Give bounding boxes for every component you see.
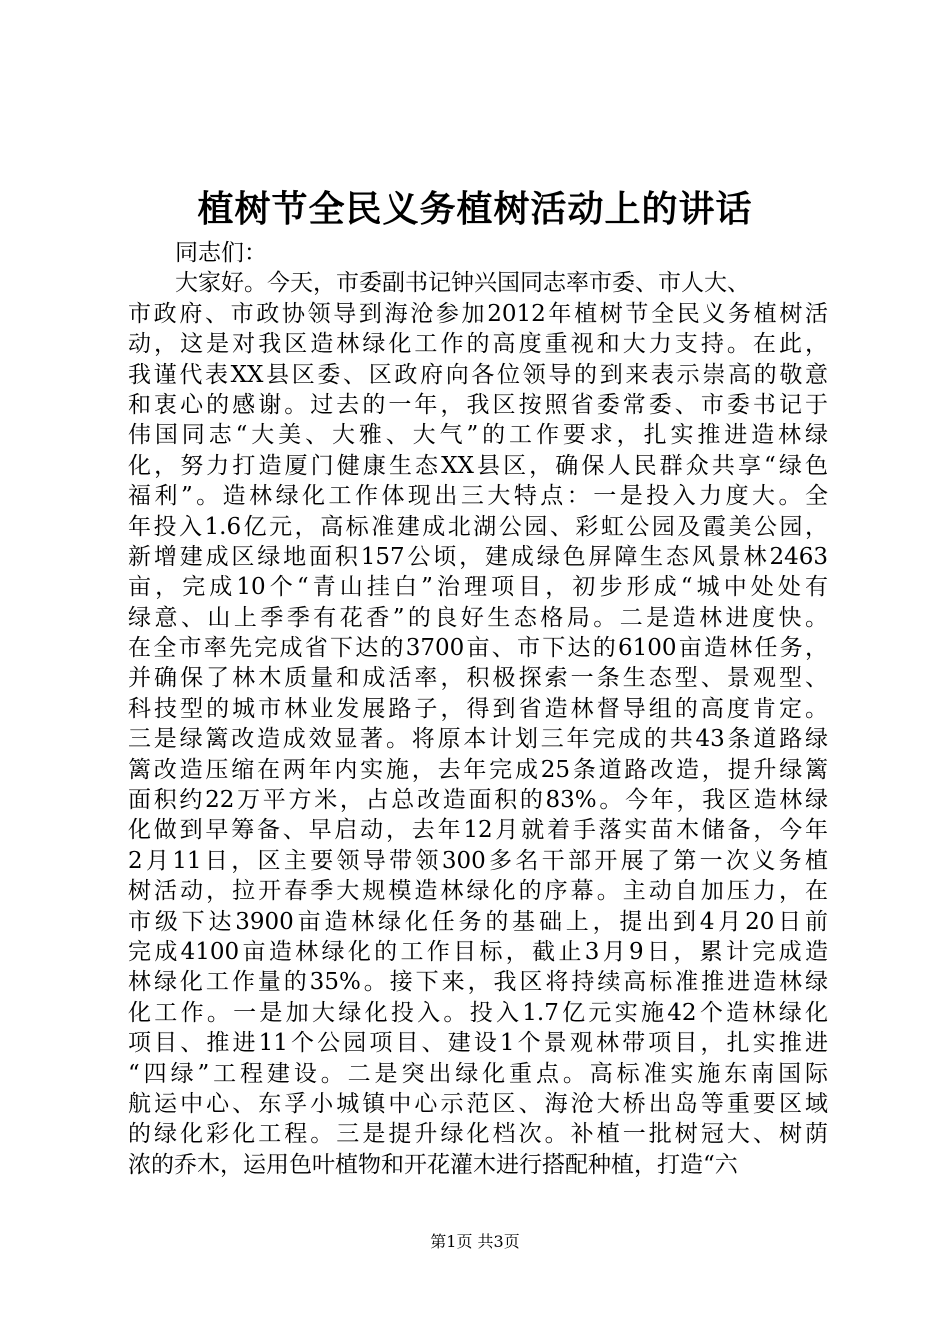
body-line: 2月11日，区主要领导带领300多名干部开展了第一次义务植 (128, 847, 828, 874)
body-line: 动，这是对我区造林绿化工作的高度重视和大力支持。在此， (128, 331, 828, 358)
body-line: 化工作。一是加大绿化投入。投入1.7亿元实施42个造林绿化 (128, 999, 828, 1026)
document-title: 植树节全民义务植树活动上的讲话 (197, 188, 753, 230)
body-line: 面积约22万平方米，占总改造面积的83%。今年，我区造林绿 (128, 787, 828, 814)
body-line: 航运中心、东孚小城镇中心示范区、海沧大桥出岛等重要区域 (128, 1090, 828, 1117)
body-line: 绿意、山上季季有花香”的良好生态格局。二是造林进度快。 (128, 604, 828, 631)
body-line: 福利”。造林绿化工作体现出三大特点：一是投入力度大。全 (128, 483, 828, 510)
document-body (128, 238, 828, 1180)
body-line: 大家好。今天，市委副书记钟兴国同志率市委、市人大、 (175, 270, 750, 297)
body-line: 化做到早筹备、早启动，去年12月就着手落实苗木储备，今年 (128, 817, 828, 844)
body-line: 项目、推进11个公园项目、建设1个景观林带项目，扎实推进 (128, 1030, 828, 1057)
body-line: “四绿”工程建设。二是突出绿化重点。高标准实施东南国际 (128, 1060, 828, 1087)
body-line: 浓的乔木，运用色叶植物和开花灌木进行搭配种植，打造“六 (128, 1151, 738, 1178)
salutation: 同志们： (175, 240, 267, 266)
body-line: 市级下达3900亩造林绿化任务的基础上，提出到4月20日前 (128, 908, 828, 935)
body-line: 树活动，拉开春季大规模造林绿化的序幕。主动自加压力，在 (128, 878, 828, 905)
body-line: 新增建成区绿地面积157公顷，建成绿色屏障生态风景林2463 (128, 543, 828, 570)
body-line: 年投入1.6亿元，高标准建成北湖公园、彩虹公园及霞美公园， (128, 513, 828, 540)
body-line: 和衷心的感谢。过去的一年，我区按照省委常委、市委书记于 (128, 391, 828, 418)
body-line: 三是绿篱改造成效显著。将原本计划三年完成的共43条道路绿 (128, 726, 828, 753)
body-line: 我谨代表XX县区委、区政府向各位领导的到来表示崇高的敬意 (128, 361, 828, 388)
body-line: 林绿化工作量的35%。接下来，我区将持续高标准推进造林绿 (128, 969, 828, 996)
body-line: 亩，完成10个“青山挂白”治理项目，初步形成“城中处处有 (128, 574, 828, 601)
body-line: 市政府、市政协领导到海沧参加2012年植树节全民义务植树活 (128, 300, 828, 327)
body-line: 篱改造压缩在两年内实施，去年完成25条道路改造，提升绿篱 (128, 756, 828, 783)
body-line: 化，努力打造厦门健康生态XX县区，确保人民群众共享“绿色 (128, 452, 828, 479)
body-line: 在全市率先完成省下达的3700亩、市下达的6100亩造林任务， (128, 635, 828, 662)
body-line: 伟国同志“大美、大雅、大气”的工作要求，扎实推进造林绿 (128, 422, 828, 449)
page-footer: 第1页 共3页 (430, 1232, 520, 1251)
body-line: 科技型的城市林业发展路子，得到省造林督导组的高度肯定。 (128, 695, 828, 722)
body-line: 并确保了林木质量和成活率，积极探索一条生态型、景观型、 (128, 665, 828, 692)
body-line: 的绿化彩化工程。三是提升绿化档次。补植一批树冠大、树荫 (128, 1121, 828, 1148)
body-line: 完成4100亩造林绿化的工作目标，截止3月9日，累计完成造 (128, 938, 828, 965)
